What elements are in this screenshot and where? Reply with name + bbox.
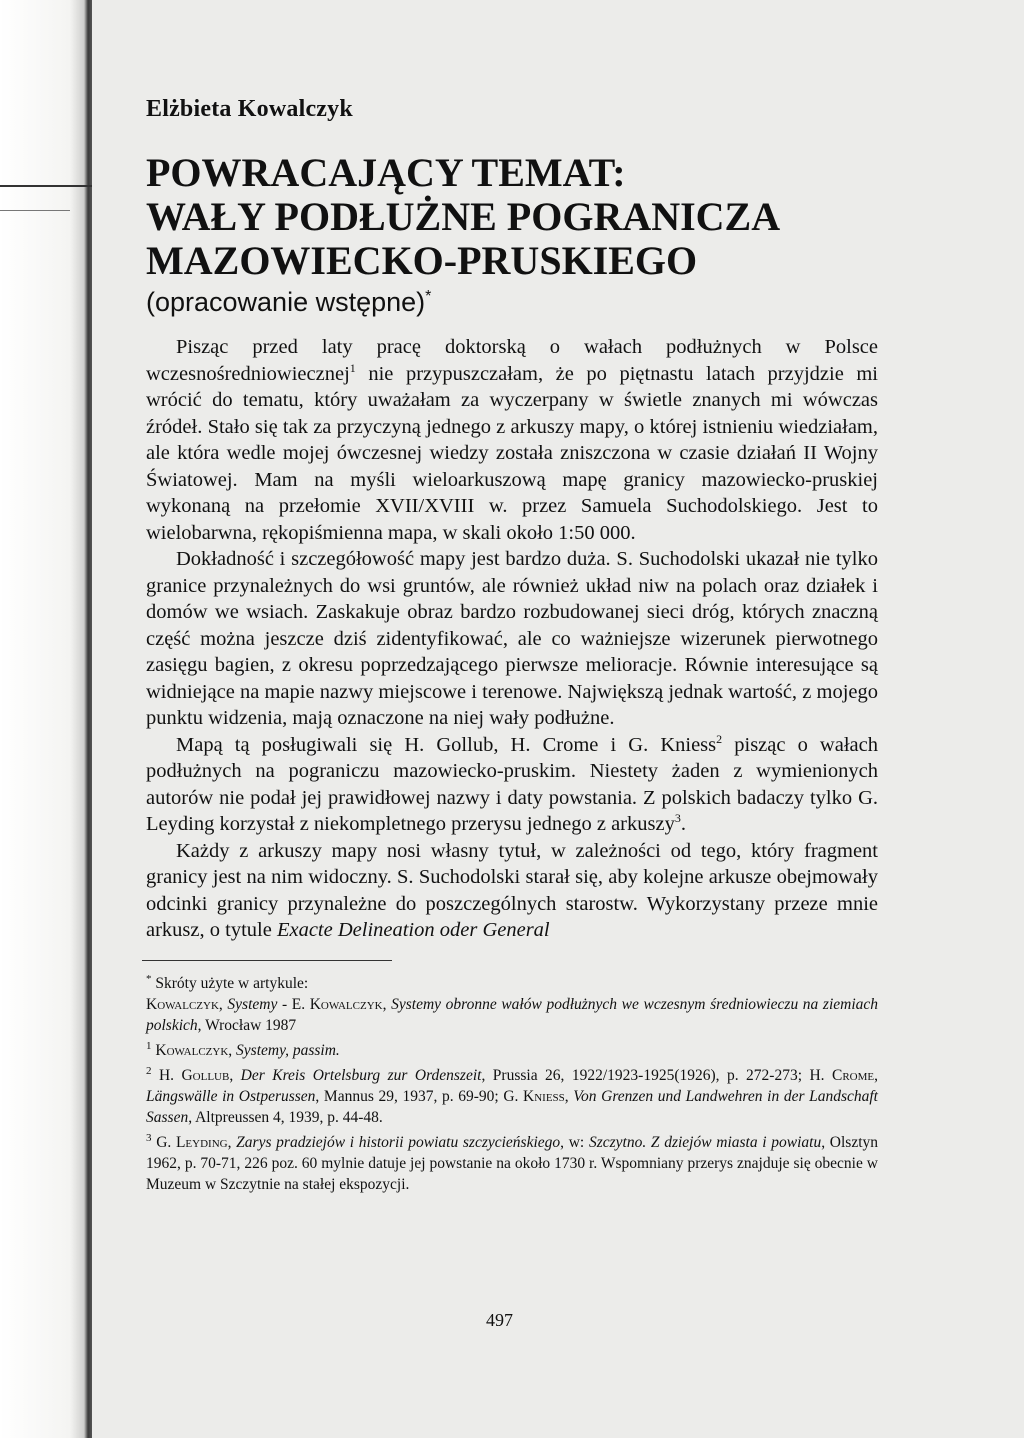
footnote-1-title: Systemy, passim. xyxy=(236,1041,340,1059)
article-title xyxy=(146,151,878,283)
footnote-1-mark: 1 xyxy=(146,1039,152,1052)
paragraph-2 xyxy=(146,546,878,732)
footnote-3-mark: 3 xyxy=(146,1131,152,1144)
paragraph-3 xyxy=(146,732,878,838)
binding-edge-line xyxy=(0,185,92,187)
paragraph-1 xyxy=(146,334,878,546)
footnote-2-mark: 2 xyxy=(146,1064,152,1077)
abbr-title-2: Systemy obronne wałów podłużnych we wczesnym średniowieczu na ziemiach polskich xyxy=(146,995,879,1034)
binding-edge-line-2 xyxy=(0,210,70,211)
footnotes xyxy=(146,969,878,1196)
footnote-2-ref-1: , Prussia 26, 1922/1923-1925(1926), p. 272-273; H. xyxy=(481,1066,832,1084)
map-title-italic: Exacte Delineation oder General xyxy=(276,919,550,941)
paragraph-3-text-a: Mapą tą posługiwali się H. Gollub, H. Crome i G. Kniess xyxy=(176,733,717,756)
footnote-star-text: Skróty użyte w artykule: xyxy=(151,974,309,992)
abbr-author-1: Kowalczyk xyxy=(146,995,219,1013)
page-content xyxy=(146,96,878,1195)
footnote-2-ref-3: , Altpreussen 4, 1939, p. 44-48. xyxy=(188,1108,383,1126)
paragraph-4-text: Każdy z arkuszy mapy nosi własny tytuł, w zależności od tego, który fragment granicy jest na nim widoczny. S. Suchodolski starał się, aby kolejne arkusze obejmowały odcinki granicy przynależne do poszczególnych starostw. Wykorzystany przeze mnie arkusz, o tytule xyxy=(146,839,878,941)
footnote-ref-3[interactable]: 3 xyxy=(674,811,681,826)
abbr-title-1: Systemy xyxy=(227,995,278,1013)
abbr-tail: , Wrocław 1987 xyxy=(197,1016,297,1034)
article-subtitle xyxy=(146,287,878,318)
footnote-1-author: Kowalczyk xyxy=(155,1041,229,1059)
footnote-3: $^3$ G. Leyding, Zarys pradziejów i historii powiatu szczycieńskiego, w: Szczytno. Z dziejów miasta i powiatu, Olsztyn 1962, p. 70-71, 226 poz. 60 mylnie datuje jej powstanie na około 1730 r. Wspomniany przerys znajduje się obecnie w Muzeum w Szczytnie na stałej ekspozycji. xyxy=(146,1131,879,1194)
title-line-2: WAŁY PODŁUŻNE POGRANICZA xyxy=(146,194,781,239)
footnote-2-ref-2: , Mannus 29, 1937, p. 69-90; G. xyxy=(315,1087,524,1105)
footnote-3-title-2: Szczytno. Z dziejów miasta i powiatu xyxy=(588,1134,822,1152)
footnote-2-author-1: H. Gollub xyxy=(158,1066,230,1084)
paragraph-3-text-b: pisząc o wałach podłużnych na pograniczu mazowiecko-pruskim. Niestety żaden z wymienionych autorów nie podał jej prawidłowej nazwy i daty powstania. Z polskich badaczy tylko G. Leyding korzystał z niekompletnego przerysu jednego z arkuszy xyxy=(146,733,878,835)
footnote-3-ref-2: , Olsztyn 1962, p. 70-71, 226 poz. 60 mylnie datuje jej powstanie na około 1730 r. Wspomniany przerys znajduje się obecnie w Muzeum w Szczytnie na stałej ekspozycji. xyxy=(146,1134,879,1194)
subtitle-text: (opracowanie wstępne) xyxy=(146,287,426,317)
footnote-2-author-2: Crome xyxy=(832,1066,875,1084)
paragraph-3-text-c: . xyxy=(680,813,686,835)
footnote-star xyxy=(146,969,878,994)
footnote-3-author: G. Leyding xyxy=(156,1134,228,1152)
footnote-2-title-2: Längswälle in Ostperussen xyxy=(146,1087,316,1105)
footnote-2-title-1: Der Kreis Ortelsburg zur Ordenszeit xyxy=(240,1066,482,1084)
author-name: Elżbieta Kowalczyk xyxy=(146,96,353,122)
footnote-2-title-3: Von Grenzen und Landwehren in der Landschaft Sassen xyxy=(146,1087,878,1126)
footnote-star-abbreviation: Kowalczyk, Systemy - E. Kowalczyk, Systemy obronne wałów podłużnych we wczesnym średniowieczu na ziemiach polskich, Wrocław 1987 xyxy=(146,995,879,1034)
article-body xyxy=(146,334,878,944)
footnote-star-mark: * xyxy=(146,972,152,985)
footnote-separator xyxy=(142,960,392,961)
subtitle-footnote-mark: * xyxy=(425,288,432,305)
title-line-1: POWRACAJĄCY TEMAT: xyxy=(146,150,626,195)
footnote-2-author-3: Kniess xyxy=(523,1087,565,1105)
footnote-3-title-1: Zarys pradziejów i historii powiatu szczycieńskiego xyxy=(236,1134,561,1152)
paragraph-2-text: Dokładność i szczegółowość mapy jest bardzo duża. S. Suchodolski ukazał nie tylko granice przynależnych do wsi gruntów, ale również układ niw na polach oraz działek i domów we wsiach. Zaskakuje obraz bardzo rozbudowanej sieci dróg, których znaczną część można jeszcze dziś zidentyfikować, ale co ważniejsze wizerunek pierwotnego zasięgu bagien, z okresu poprzedzającego pierwsze melioracje. Równie interesujące są widniejące na mapie nazwy miejscowe i terenowe. Największą jednak wartość, z mojego punktu widzenia, mają oznaczone na niej wały podłużne. xyxy=(146,548,878,729)
paragraph-1-text-b: nie przypuszczałam, że po piętnastu latach przyjdzie mi wrócić do tematu, który uważałam za wyczerpany w świetle znanych mi wówczas źródeł. Stało się tak za przyczyną jednego z arkuszy mapy, o której istnieniu wiedziałam, ale która wedle mojej ówczesnej wiedzy została zniszczona w czasie działań II Wojny Światowej. Mam na myśli wieloarkuszową mapę granicy mazowiecko-pruskiej wykonaną na przełomie XVII/XVIII w. przez Samuela Suchodolskiego. Jest to wielobarwna, rękopiśmienna mapa, w skali około 1:50 000. xyxy=(146,362,878,544)
footnote-3-ref-1: , w: xyxy=(560,1134,589,1152)
paragraph-4 xyxy=(146,838,878,944)
footnote-2: $^2$ H. Gollub, Der Kreis Ortelsburg zur Ordenszeit, Prussia 26, 1922/1923-1925(1926), p. 272-273; H. Crome, Längswälle in Ostperussen, Mannus 29, 1937, p. 69-90; G. Kniess, Von Grenzen und Landwehren in der Landschaft Sassen, Altpreussen 4, 1939, p. 44-48. xyxy=(146,1064,878,1126)
abbr-author-2: Kowalczyk xyxy=(309,995,383,1013)
book-binding-shadow xyxy=(0,0,92,1438)
page-number: 497 xyxy=(486,1310,513,1330)
paragraph-1-text-a: Pisząc przed laty pracę doktorską o wałach podłużnych w Polsce wczesnośredniowiecznej xyxy=(146,336,878,385)
title-line-3: MAZOWIECKO-PRUSKIEGO xyxy=(146,238,698,283)
footnote-ref-1[interactable]: 1 xyxy=(349,360,356,375)
footnote-1: $^1$ Kowalczyk, Systemy, passim. xyxy=(146,1039,340,1059)
footnote-ref-2[interactable]: 2 xyxy=(716,731,723,746)
document-page xyxy=(92,0,1024,1438)
abbr-separator: - E. xyxy=(277,995,310,1013)
